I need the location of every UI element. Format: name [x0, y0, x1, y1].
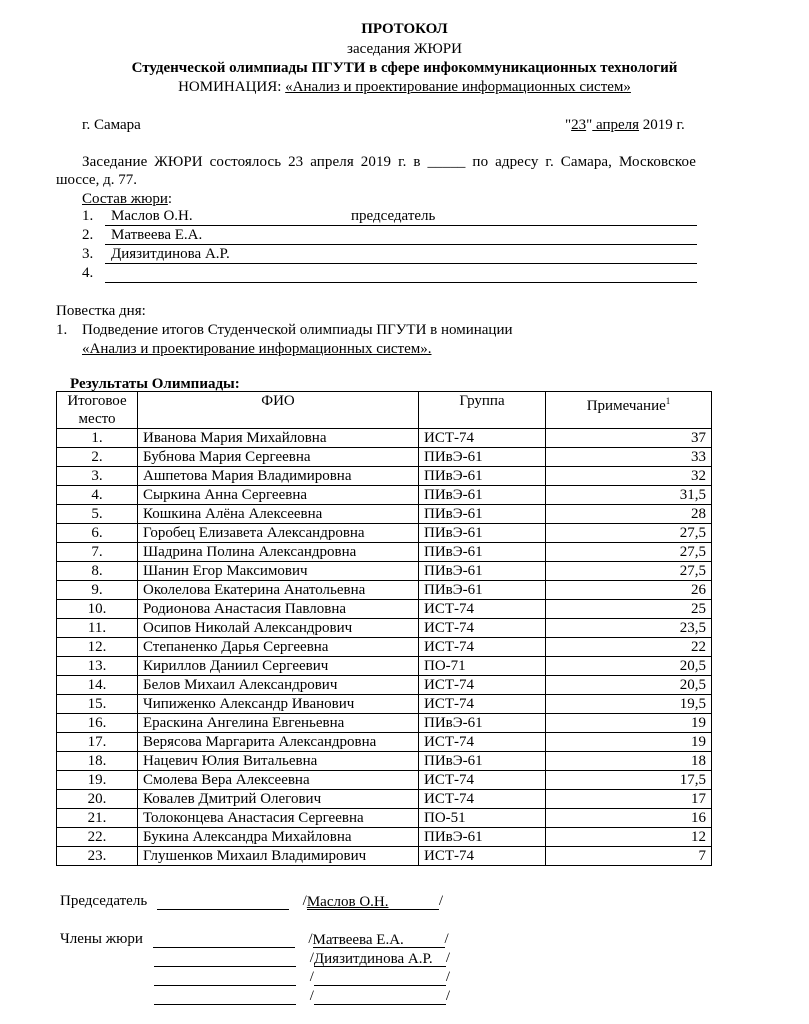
fio-cell: Ковалев Дмитрий Олегович	[138, 790, 419, 809]
note-cell: 7	[546, 847, 712, 866]
col-fio: ФИО	[138, 392, 419, 429]
note-cell: 22	[546, 638, 712, 657]
fio-cell: Кириллов Даниил Сергеевич	[138, 657, 419, 676]
fio-cell: Шадрина Полина Александровна	[138, 543, 419, 562]
nomination-value: «Анализ и проектирование информационных систем»	[285, 79, 631, 95]
fio-cell: Шанин Егор Максимович	[138, 562, 419, 581]
table-row	[57, 828, 712, 847]
table-row	[57, 695, 712, 714]
table-row	[57, 847, 712, 866]
jury-member-name: Маслов О.Н.	[111, 208, 193, 224]
date-year: 2019 г.	[639, 117, 685, 133]
fio-cell: Нацевич Юлия Витальевна	[138, 752, 419, 771]
jury-number: 1.	[82, 208, 94, 224]
place-cell: 19.	[57, 771, 138, 790]
table-row	[57, 467, 712, 486]
agenda-item-line1: Подведение итогов Студенческой олимпиады ПГУТИ в номинации	[82, 322, 513, 338]
group-cell: ПИвЭ-61	[419, 562, 546, 581]
place-cell: 18.	[57, 752, 138, 771]
fio-cell: Верясова Маргарита Александровна	[138, 733, 419, 752]
slash: /	[444, 931, 449, 947]
place-cell: 22.	[57, 828, 138, 847]
group-cell: ПИвЭ-61	[419, 714, 546, 733]
place-cell: 14.	[57, 676, 138, 695]
jury-heading-colon: :	[167, 191, 173, 207]
table-row	[57, 733, 712, 752]
table-row	[57, 714, 712, 733]
place-cell: 6.	[57, 524, 138, 543]
note-cell: 16	[546, 809, 712, 828]
date-quote-close: "	[586, 117, 593, 133]
note-cell: 12	[546, 828, 712, 847]
jury-number: 2.	[82, 227, 94, 243]
place-cell: 13.	[57, 657, 138, 676]
note-cell: 23,5	[546, 619, 712, 638]
group-cell: ПИвЭ-61	[419, 581, 546, 600]
member-signature-line	[153, 931, 295, 948]
group-cell: ИСТ-74	[419, 429, 546, 448]
note-cell: 33	[546, 448, 712, 467]
table-row	[57, 657, 712, 676]
fio-cell: Ашпетова Мария Владимировна	[138, 467, 419, 486]
group-cell: ПИвЭ-61	[419, 467, 546, 486]
chair-name: Маслов О.Н.	[306, 894, 389, 910]
group-cell: ПИвЭ-61	[419, 828, 546, 847]
member-name-line	[314, 950, 446, 967]
date-month: апреля	[592, 117, 640, 133]
note-cell: 28	[546, 505, 712, 524]
olympiad-title: Студенческой олимпиады ПГУТИ в сфере инфокоммуникационных технологий	[131, 60, 678, 76]
slash: /	[445, 950, 451, 966]
group-cell: ИСТ-74	[419, 733, 546, 752]
note-cell: 27,5	[546, 562, 712, 581]
col-note-label: Примечание	[586, 398, 666, 414]
members-signature-1	[60, 930, 449, 948]
note-cell: 26	[546, 581, 712, 600]
agenda-item-line2: «Анализ и проектирование информационных систем».	[82, 341, 432, 357]
member-signature-line	[154, 988, 296, 1005]
place-cell: 2.	[57, 448, 138, 467]
fio-cell: Кошкина Алёна Алексеевна	[138, 505, 419, 524]
group-cell: ПО-71	[419, 657, 546, 676]
member-signature-line	[154, 950, 296, 967]
note-cell: 18	[546, 752, 712, 771]
group-cell: ПИвЭ-61	[419, 752, 546, 771]
slash: /	[309, 950, 314, 966]
jury-member-name: Матвеева Е.А.	[111, 227, 203, 243]
place-cell: 17.	[57, 733, 138, 752]
members-signature-2	[154, 949, 450, 967]
slash: /	[309, 988, 314, 1004]
note-cell: 20,5	[546, 676, 712, 695]
agenda-heading: Повестка дня:	[56, 303, 146, 319]
group-cell: ПИвЭ-61	[419, 543, 546, 562]
chair-label: Председатель	[60, 893, 148, 909]
fio-cell: Ераскина Ангелина Евгеньевна	[138, 714, 419, 733]
table-row	[57, 790, 712, 809]
col-note	[546, 392, 712, 429]
chair-signature-line	[157, 893, 289, 910]
table-row	[57, 600, 712, 619]
place-cell: 12.	[57, 638, 138, 657]
table-row	[57, 562, 712, 581]
place-cell: 11.	[57, 619, 138, 638]
note-cell: 27,5	[546, 543, 712, 562]
place-cell: 15.	[57, 695, 138, 714]
group-cell: ИСТ-74	[419, 771, 546, 790]
nomination-line	[0, 78, 809, 96]
fio-cell: Толоконцева Анастасия Сергеевна	[138, 809, 419, 828]
table-row	[57, 809, 712, 828]
place-cell: 16.	[57, 714, 138, 733]
note-cell: 27,5	[546, 524, 712, 543]
jury-number: 4.	[82, 265, 94, 281]
table-row	[57, 676, 712, 695]
slash: /	[308, 931, 313, 947]
document-title: ПРОТОКОЛ	[361, 21, 448, 37]
group-cell: ПО-51	[419, 809, 546, 828]
fio-cell: Осипов Николай Александрович	[138, 619, 419, 638]
note-cell: 19	[546, 714, 712, 733]
agenda-item-number: 1.	[56, 322, 68, 338]
note-cell: 17	[546, 790, 712, 809]
results-body	[57, 429, 712, 866]
jury-heading	[82, 190, 172, 208]
chair-signature	[60, 892, 443, 910]
col-place-line2: место	[78, 411, 116, 427]
group-cell: ИСТ-74	[419, 676, 546, 695]
place-cell: 21.	[57, 809, 138, 828]
jury-member-name: Диязитдинова А.Р.	[111, 246, 230, 262]
member-name: Диязитдинова А.Р.	[313, 951, 433, 967]
table-row	[57, 581, 712, 600]
table-row	[57, 448, 712, 467]
date-quote-open: "	[565, 117, 572, 133]
jury-member-role: председатель	[351, 208, 436, 224]
note-cell: 25	[546, 600, 712, 619]
meeting-text-line2: шоссе, д. 77.	[56, 172, 137, 188]
results-heading: Результаты Олимпиады:	[70, 376, 240, 392]
fio-cell: Родионова Анастасия Павловна	[138, 600, 419, 619]
place-cell: 23.	[57, 847, 138, 866]
slash: /	[445, 969, 451, 985]
col-place-line1: Итоговое	[67, 393, 127, 409]
member-name-line	[314, 969, 446, 986]
table-row	[57, 505, 712, 524]
chair-name-line	[307, 893, 439, 910]
jury-number: 3.	[82, 246, 94, 262]
fio-cell: Белов Михаил Александрович	[138, 676, 419, 695]
table-row	[57, 638, 712, 657]
document-subtitle: заседания ЖЮРИ	[347, 41, 462, 57]
results-table	[56, 391, 712, 866]
group-cell: ИСТ-74	[419, 600, 546, 619]
col-place	[57, 392, 138, 429]
member-name-line	[314, 988, 446, 1005]
group-cell: ИСТ-74	[419, 847, 546, 866]
jury-heading-text: Состав жюри	[82, 191, 168, 207]
table-row	[57, 771, 712, 790]
fio-cell: Бубнова Мария Сергеевна	[138, 448, 419, 467]
footnote-marker: 1	[665, 396, 671, 406]
place-cell: 20.	[57, 790, 138, 809]
fio-cell: Глушенков Михаил Владимирович	[138, 847, 419, 866]
member-name: Матвеева Е.А.	[312, 932, 404, 948]
slash: /	[309, 969, 314, 985]
group-cell: ПИвЭ-61	[419, 524, 546, 543]
fio-cell: Иванова Мария Михайловна	[138, 429, 419, 448]
slash: /	[302, 893, 307, 909]
place-cell: 1.	[57, 429, 138, 448]
fio-cell: Околелова Екатерина Анатольевна	[138, 581, 419, 600]
table-row	[57, 486, 712, 505]
member-signature-line	[154, 969, 296, 986]
group-cell: ИСТ-74	[419, 790, 546, 809]
table-row	[57, 429, 712, 448]
note-cell: 37	[546, 429, 712, 448]
jury-member-row	[105, 226, 697, 245]
note-cell: 17,5	[546, 771, 712, 790]
group-cell: ПИвЭ-61	[419, 486, 546, 505]
group-cell: ИСТ-74	[419, 695, 546, 714]
table-row	[57, 543, 712, 562]
group-cell: ПИвЭ-61	[419, 505, 546, 524]
place-cell: 9.	[57, 581, 138, 600]
note-cell: 20,5	[546, 657, 712, 676]
place-cell: 8.	[57, 562, 138, 581]
note-cell: 19	[546, 733, 712, 752]
results-header-row	[57, 392, 712, 429]
fio-cell: Чипиженко Александр Иванович	[138, 695, 419, 714]
group-cell: ПИвЭ-61	[419, 448, 546, 467]
jury-member-row	[105, 245, 697, 264]
place-cell: 7.	[57, 543, 138, 562]
table-row	[57, 524, 712, 543]
fio-cell: Букина Александра Михайловна	[138, 828, 419, 847]
note-cell: 31,5	[546, 486, 712, 505]
slash: /	[438, 893, 444, 909]
fio-cell: Горобец Елизавета Александровна	[138, 524, 419, 543]
slash: /	[445, 988, 451, 1004]
note-cell: 19,5	[546, 695, 712, 714]
member-name-line	[313, 931, 445, 948]
members-signature-3	[154, 968, 450, 986]
jury-member-row	[105, 264, 697, 283]
table-row	[57, 619, 712, 638]
place-cell: 10.	[57, 600, 138, 619]
group-cell: ИСТ-74	[419, 619, 546, 638]
place-cell: 4.	[57, 486, 138, 505]
fio-cell: Сыркина Анна Сергеевна	[138, 486, 419, 505]
jury-member-row	[105, 207, 697, 226]
note-cell: 32	[546, 467, 712, 486]
city: г. Самара	[82, 117, 141, 133]
date-day: 23	[571, 117, 587, 133]
place-cell: 3.	[57, 467, 138, 486]
place-cell: 5.	[57, 505, 138, 524]
fio-cell: Степаненко Дарья Сергеевна	[138, 638, 419, 657]
members-signature-4	[154, 987, 450, 1005]
nomination-label: НОМИНАЦИЯ:	[178, 79, 286, 95]
group-cell: ИСТ-74	[419, 638, 546, 657]
members-label: Члены жюри	[60, 931, 143, 947]
fio-cell: Смолева Вера Алексеевна	[138, 771, 419, 790]
meeting-text-line1: Заседание ЖЮРИ состоялось 23 апреля 2019 г. в _____ по адресу г. Самара, Московское	[82, 154, 696, 170]
table-row	[57, 752, 712, 771]
col-group: Группа	[419, 392, 546, 429]
meeting-date	[565, 116, 685, 134]
